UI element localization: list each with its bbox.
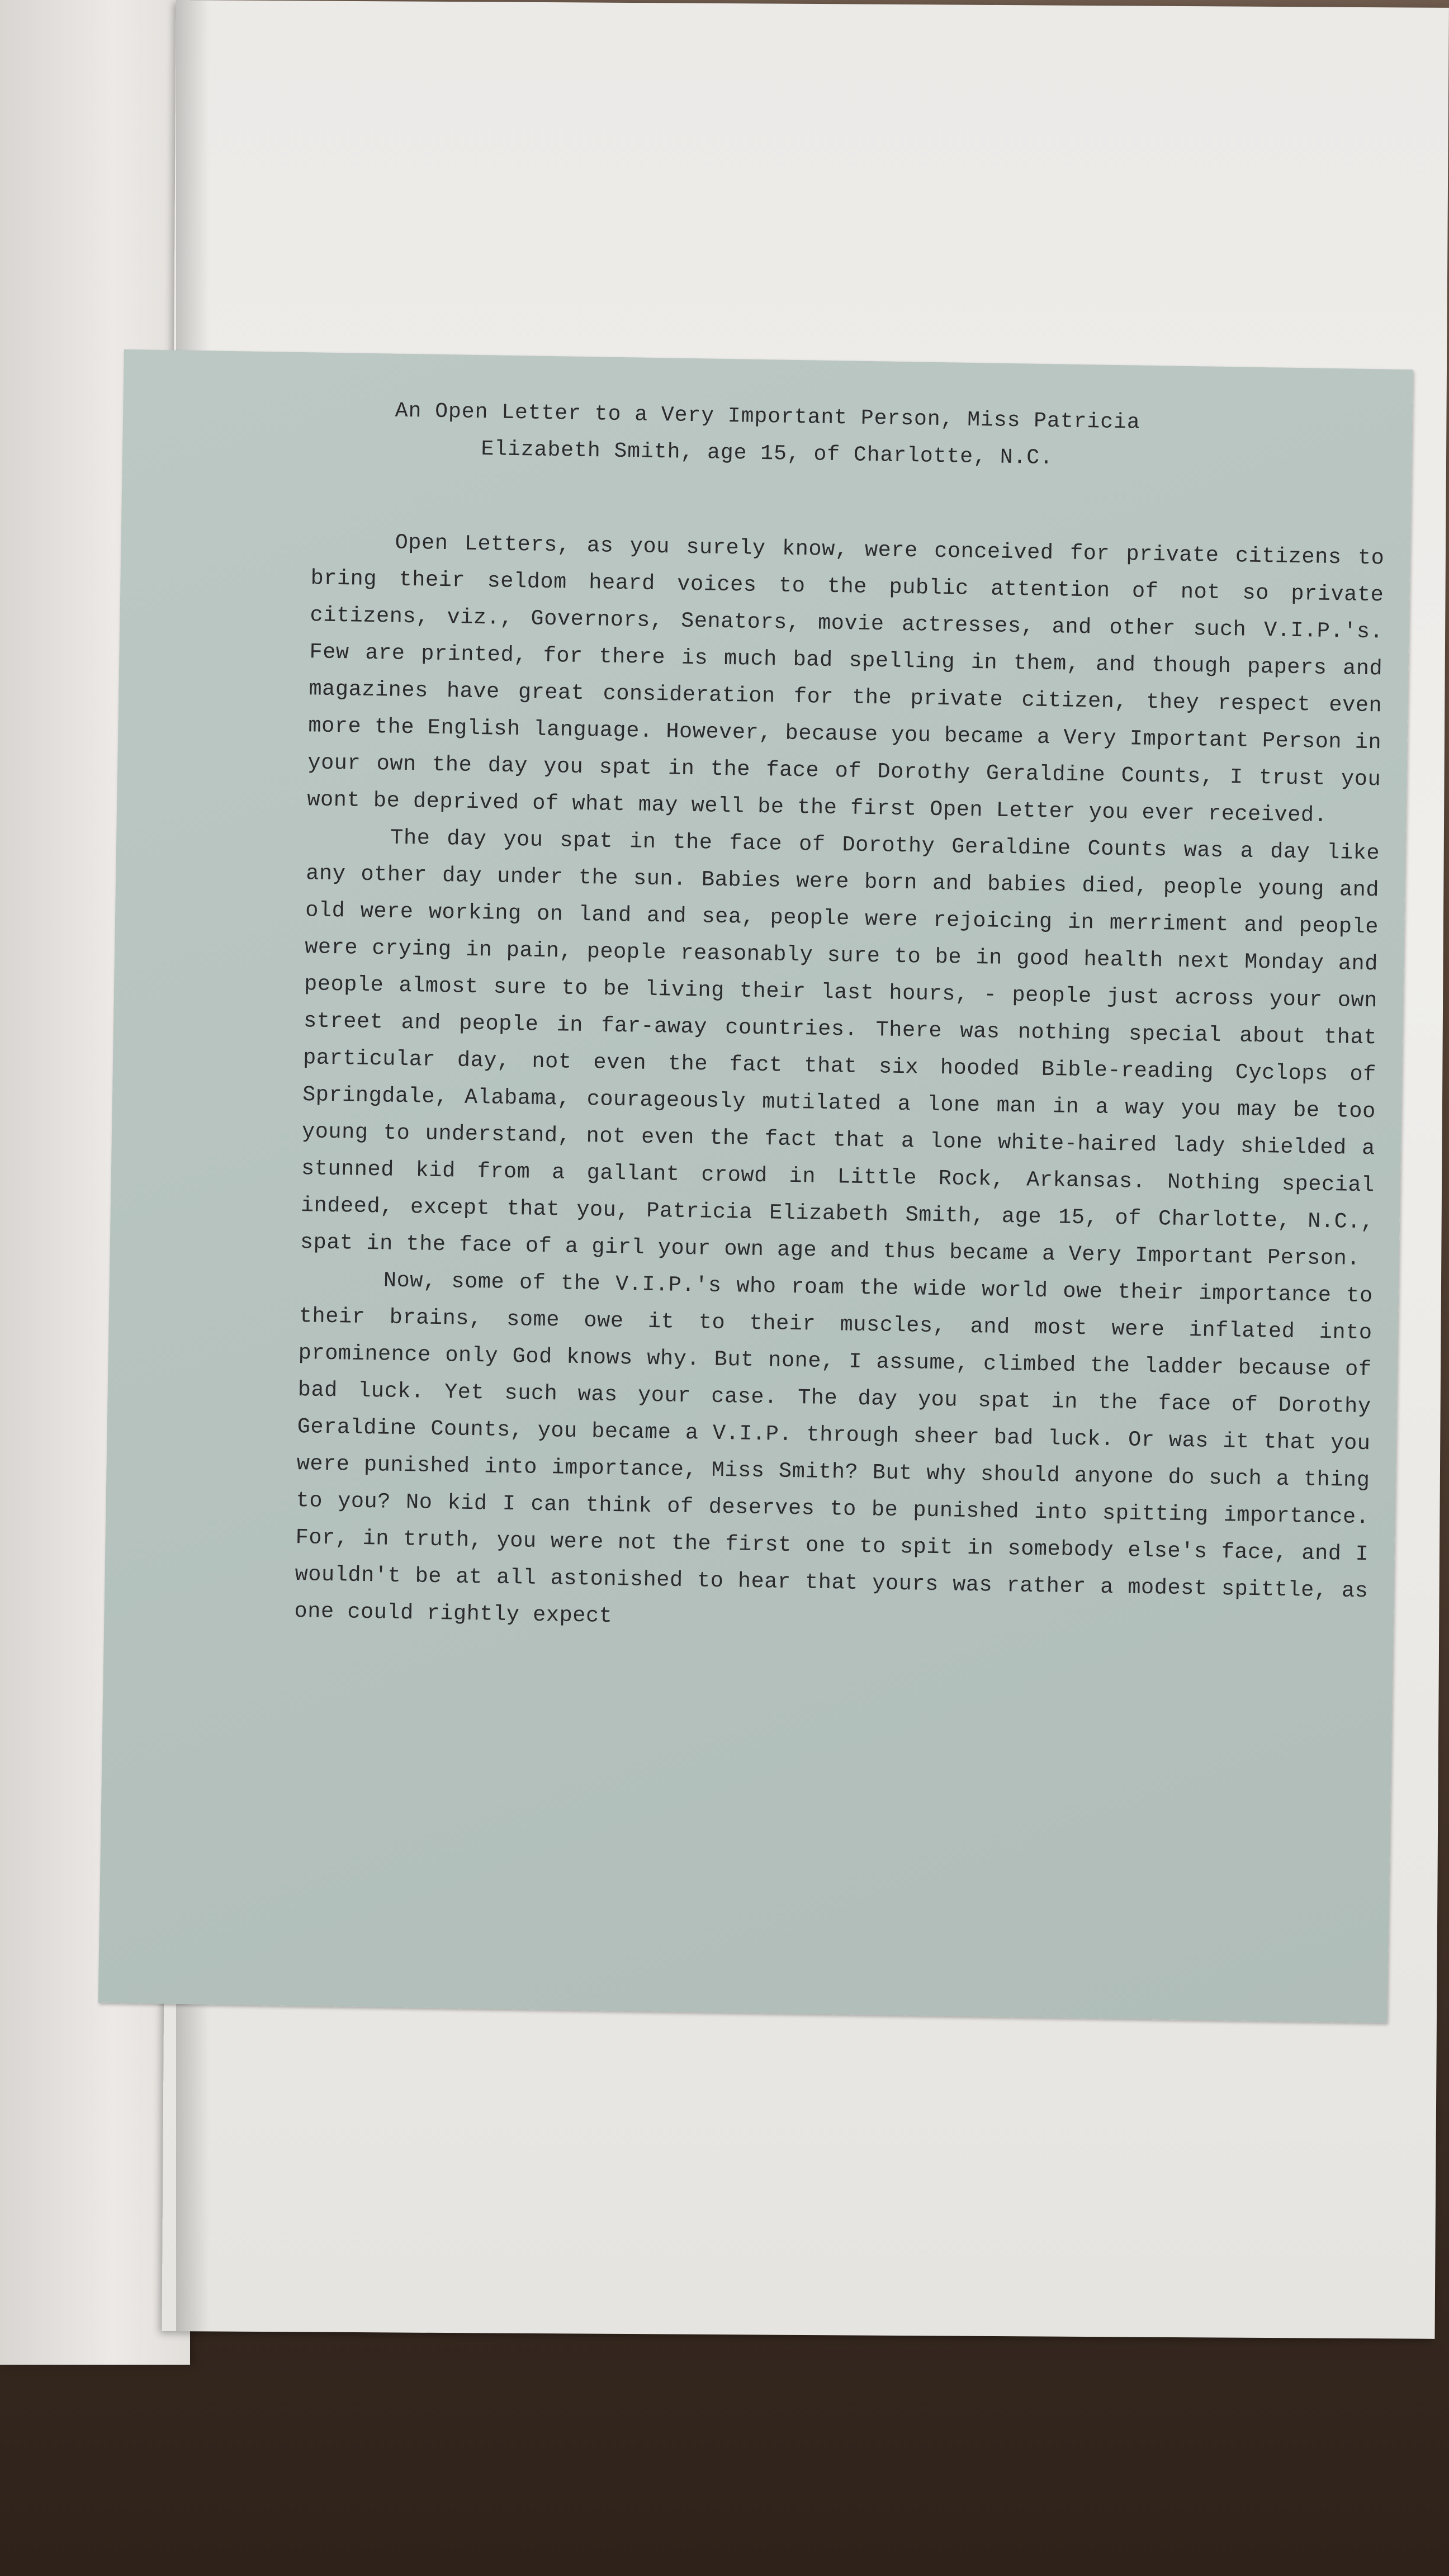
letter-title [122,389,1413,482]
paragraph-1: Open Letters, as you surely know, were conceived for private citizens to bring their seldom heard voices to the public attention of not so private citizens, viz., Governors, Senators, movie actresses, and other such V.I.P.'s. Few are printed, for there is much bad spelling in them, and though papers and magazines have great consideration for the private citizen, they respect even more the English language. However, because you became a Very Important Person in your own the day you spat in the face of Dorothy Geraldine Counts, I trust you wont be deprived of what may well be the first Open Letter you ever received. [307,530,1385,828]
paragraph-2: The day you spat in the face of Dorothy Geraldine Counts was a day like any other day under the sun. Babies were born and babies died, people young and old were working on land and sea, people were rejoicing in merriment and people were crying in pain, people reasonably sure to be in good health next Monday and people almost sure to be living their last hours, - people just across your own street and people in far-away countries. There was nothing special about that particular day, not even the fact that six hooded Bible-reading Cyclops of Springdale, Alabama, courageously mutilated a lone man in a way you may be too young to understand, not even the fact that a lone white-haired lady shielded a stunned kid from a gallant crowd in Little Rock, Arkansas. Nothing special indeed, except that you, Patricia Elizabeth Smith, age 15, of Charlotte, N.C., spat in the face of a girl your own age and thus became a Very Important Person. [300,825,1380,1271]
paragraph-3: Now, some of the V.I.P.'s who roam the wide world owe their importance to their brains, some owe it to their muscles, and most were inflated into prominence only God knows why. But none, I assume, climbed the ladder because of bad luck. Yet such was your case. The day you spat in the face of Dorothy Geraldine Counts, you became a V.I.P. through sheer bad luck. Or was it that you were punished into importance, Miss Smith? But why should anyone do such a thing to you? No kid I can think of deserves to be punished into spitting importance. For, in truth, you were not the first one to spit in somebody else's face, and I wouldn't be at all astonished to hear that yours was rather a modest spittle, as one could rightly expect [294,1268,1374,1628]
typewritten-letter [98,349,1413,2023]
letter-title-line-1: An Open Letter to a Very Important Person, Miss Patricia [395,399,1141,435]
letter-body [294,523,1385,1646]
letter-title-line-2: Elizabeth Smith, age 15, of Charlotte, N.C. [481,437,1054,471]
